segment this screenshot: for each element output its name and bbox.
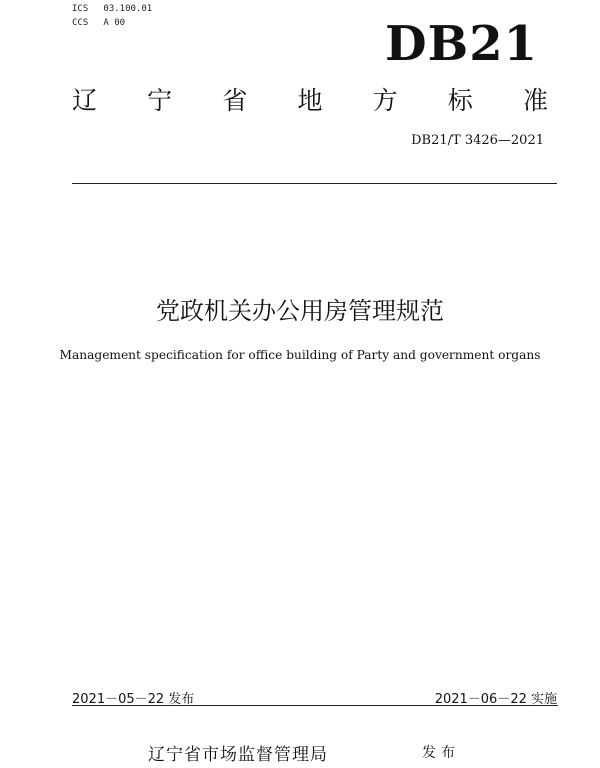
heading-char: 省 xyxy=(222,86,248,115)
title-chinese: 党政机关办公用房管理规范 xyxy=(156,297,444,325)
footer-divider xyxy=(72,705,558,706)
ics-code-row xyxy=(72,2,152,16)
ccs-code-row xyxy=(72,16,152,30)
ccs-value: A 00 xyxy=(103,18,126,28)
issue-label: 发布 xyxy=(422,745,460,761)
release-date: 2021－05－22 发布 xyxy=(72,692,195,707)
standard-number: DB21/T 3426—2021 xyxy=(411,133,544,148)
heading-char: 地 xyxy=(297,86,323,115)
classification-codes xyxy=(72,2,152,30)
publisher-name: 辽宁省市场监督管理局 xyxy=(148,745,328,765)
heading-char: 标 xyxy=(447,86,473,115)
standard-mark: DB21 xyxy=(385,16,538,72)
implementation-date: 2021－06－22 实施 xyxy=(434,692,557,707)
provincial-standard-heading xyxy=(72,86,548,116)
header-divider xyxy=(72,183,557,184)
heading-char: 方 xyxy=(372,86,398,115)
heading-char: 宁 xyxy=(147,86,173,115)
heading-char: 准 xyxy=(522,86,548,115)
heading-char: 辽 xyxy=(72,86,98,115)
ics-label: ICS xyxy=(72,4,89,14)
title-english: Management specification for office building of Party and government organs xyxy=(59,348,541,362)
ics-value: 03.100.01 xyxy=(103,4,153,14)
ccs-label: CCS xyxy=(72,18,89,28)
